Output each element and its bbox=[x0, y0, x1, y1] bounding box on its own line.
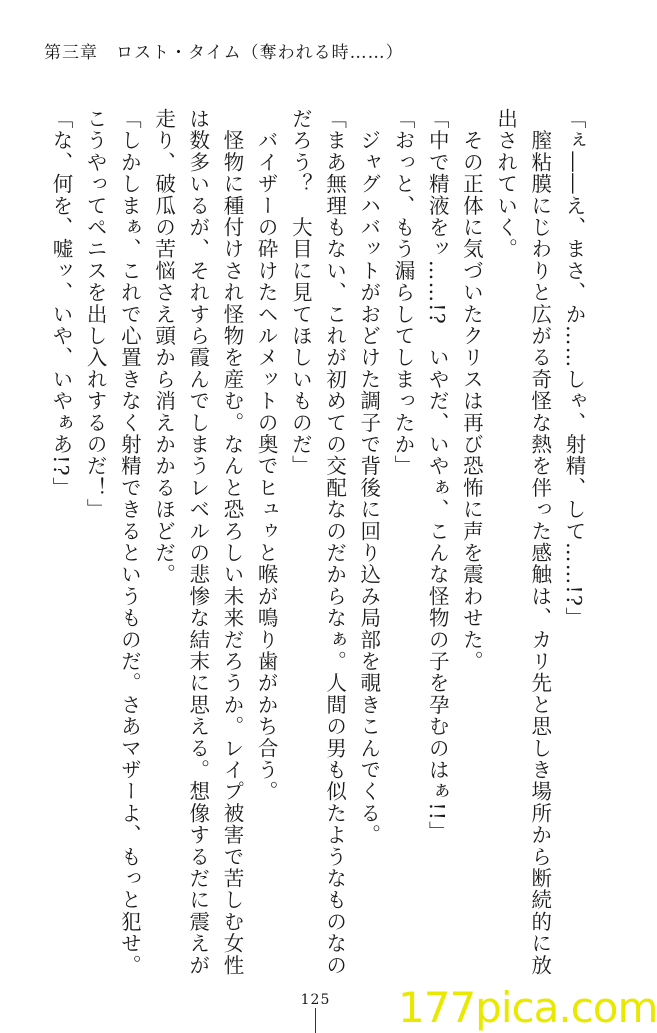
text-line: 「おっと、もう漏らしてしまったか」 bbox=[390, 108, 415, 477]
text-line: 「ぇ――え、まさ、か……しゃ、射精、して……!?」 bbox=[562, 108, 586, 629]
text-line: だろう？ 大目に見てほしいものだ」 bbox=[288, 108, 313, 477]
text-line: 怪物に種付けされ怪物を産む。なんと恐ろしい未来だろうか。レイプ被害で苦しむ女性 bbox=[219, 108, 244, 976]
text-line: 「まあ無理もない、これが初めての交配なのだからなぁ。人間の男も似たようなものなの bbox=[322, 108, 347, 976]
text-line: 走り、破瓜の苦悩さえ頭から消えかかるほどだ。 bbox=[151, 108, 176, 586]
text-line: 出されていく。 bbox=[493, 108, 518, 260]
text-line: その正体に気づいたクリスは再び恐怖に声を震わせた。 bbox=[459, 108, 484, 673]
watermark: 177pica.com bbox=[398, 983, 657, 1032]
page-number: 125 bbox=[300, 992, 331, 1008]
text-line: こうやってペニスを出し入れするのだ！」 bbox=[83, 108, 108, 521]
text-line: 膣粘膜にじわりと広がる奇怪な熱を伴った感触は、カリ先と思しき場所から断続的に放 bbox=[527, 108, 552, 976]
text-line: 「な、何を、嘘ッ、いや、いやぁあ!?」 bbox=[48, 108, 73, 499]
body-text bbox=[44, 108, 591, 988]
text-line: ジャグハバットがおどけた調子で背後に回り込み局部を覗きこんでくる。 bbox=[356, 108, 381, 846]
chapter-header: 第三章 ロスト・タイム（奪われる時……） bbox=[44, 43, 404, 63]
page-number-rule bbox=[315, 1008, 316, 1033]
text-line: 「中で精液をッ……!? いやだ、いやぁ、こんな怪物の子を孕むのはぁ!!」 bbox=[425, 108, 450, 843]
text-line: は数多いるが、それすら霞んでしまうレベルの悲惨な結末に思える。想像するだに震えが bbox=[185, 108, 210, 976]
text-line: バイザーの砕けたヘルメットの奥でヒュゥと喉が鳴り歯がかち合う。 bbox=[254, 108, 279, 803]
text-line: 「しかしまぁ、これで心置きなく射精できるというものだ。さあマザーよ、もっと犯せ。 bbox=[117, 108, 142, 976]
